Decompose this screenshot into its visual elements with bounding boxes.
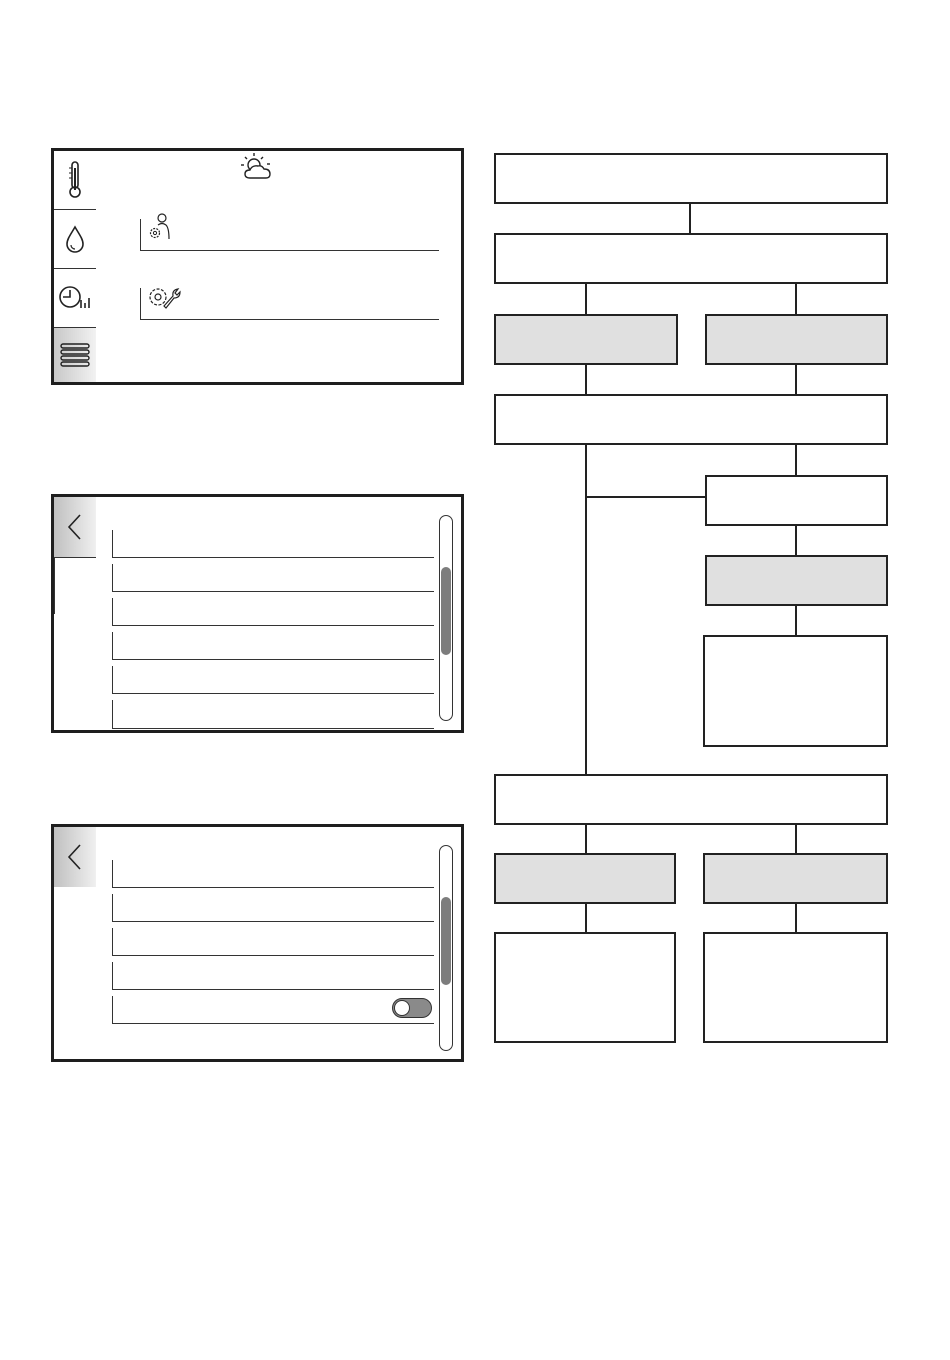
list-item[interactable]: [112, 632, 434, 660]
list-screen: [51, 494, 464, 733]
flow-connector: [585, 284, 587, 315]
chevron-left-icon: [65, 842, 85, 872]
chevron-left-icon: [65, 512, 85, 542]
scrollbar-thumb[interactable]: [441, 897, 451, 985]
flow-box-branch-detail: [703, 635, 888, 747]
service-settings-icon: [146, 284, 182, 314]
water-drop-icon: [64, 224, 86, 254]
list-item[interactable]: [112, 530, 434, 558]
list-item[interactable]: [112, 564, 434, 592]
sidebar-item-temperature[interactable]: [54, 151, 96, 209]
flow-branch-line: [585, 496, 705, 498]
list-item[interactable]: [112, 666, 434, 694]
flow-trunk-line: [585, 445, 587, 775]
scrollbar[interactable]: [439, 515, 453, 721]
flow-box-branch: [705, 475, 888, 526]
sidebar-item-menu[interactable]: [54, 328, 96, 382]
list-item[interactable]: [112, 700, 434, 729]
toggle-knob: [394, 1000, 410, 1016]
scrollbar-thumb[interactable]: [441, 567, 451, 655]
clock-chart-icon: [57, 282, 93, 314]
flow-connector: [689, 204, 691, 234]
back-button[interactable]: [54, 497, 96, 557]
menu-item-user-settings[interactable]: [140, 219, 439, 251]
sidebar-item-hot-water[interactable]: [54, 210, 96, 268]
flow-box-root: [494, 153, 888, 204]
flow-box-gray-right: [705, 314, 888, 365]
list-item[interactable]: [112, 928, 434, 956]
menu-icon: [60, 342, 90, 368]
list-item[interactable]: [112, 894, 434, 922]
flow-box-gray-left-lower: [494, 853, 676, 904]
flow-box-level2: [494, 233, 888, 284]
user-settings-icon: [146, 213, 176, 243]
home-screen: [51, 148, 464, 385]
flow-box-branch-gray: [705, 555, 888, 606]
flow-box-level4: [494, 394, 888, 445]
flow-connector: [795, 904, 797, 933]
flow-connector: [585, 904, 587, 933]
back-button[interactable]: [54, 827, 96, 887]
sidebar-item-schedule-stats[interactable]: [54, 269, 96, 327]
settings-screen: [51, 824, 464, 1062]
flow-box-detail-left: [494, 932, 676, 1043]
flow-connector: [795, 445, 797, 476]
back-divider-vertical: [54, 557, 55, 614]
menu-item-service-settings[interactable]: [140, 288, 439, 320]
back-divider: [54, 557, 96, 558]
flow-connector: [585, 825, 587, 854]
toggle-switch[interactable]: [392, 998, 432, 1018]
flow-connector: [795, 284, 797, 315]
thermometer-icon: [65, 160, 85, 200]
scrollbar[interactable]: [439, 845, 453, 1051]
list-item[interactable]: [112, 860, 434, 888]
flow-connector: [795, 526, 797, 556]
flow-box-gray-left: [494, 314, 678, 365]
flow-box-level5: [494, 774, 888, 825]
list-item[interactable]: [112, 598, 434, 626]
flow-connector: [795, 825, 797, 854]
list-item-toggle[interactable]: [112, 996, 434, 1024]
flow-connector: [795, 365, 797, 395]
flow-box-gray-right-lower: [703, 853, 888, 904]
flow-connector: [795, 606, 797, 636]
flow-box-detail-right: [703, 932, 888, 1043]
list-item[interactable]: [112, 962, 434, 990]
flow-connector: [585, 365, 587, 395]
sun-cloud-icon: [236, 152, 276, 182]
